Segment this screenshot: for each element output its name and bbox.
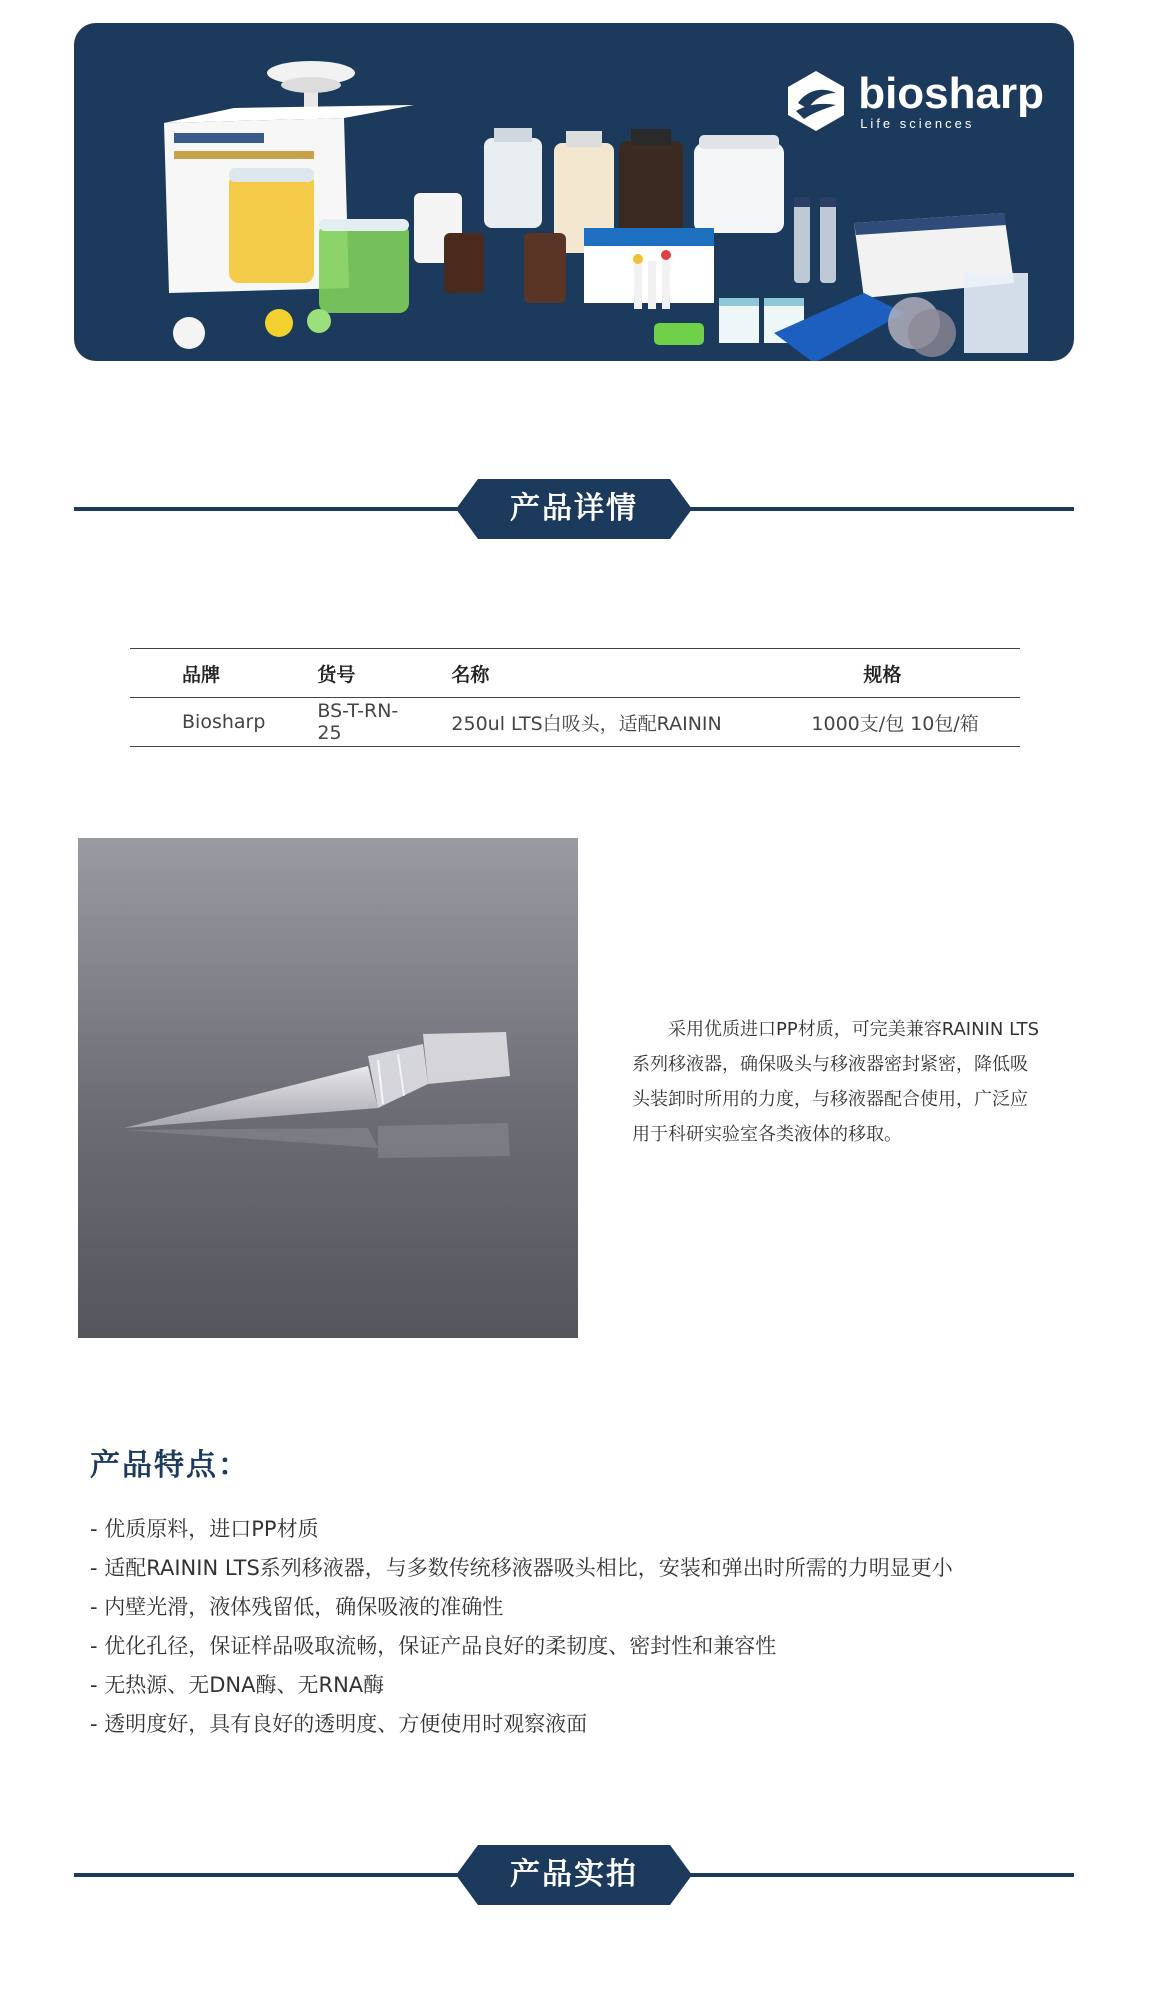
header-name: 名称 (451, 663, 490, 686)
section-header-photos (74, 1845, 1074, 1905)
list-item: - 透明度好，具有良好的透明度、方便使用时观察液面 (90, 1712, 588, 1736)
list-item: - 优质原料，进口PP材质 (90, 1517, 319, 1541)
list-item: - 优化孔径，保证样品吸取流畅，保证产品良好的柔韧度、密封性和兼容性 (90, 1634, 777, 1658)
brand-tagline: Life sciences (860, 115, 975, 131)
table-row (130, 698, 1020, 747)
header-brand: 品牌 (182, 663, 221, 686)
pipette-tip-image (78, 838, 578, 1338)
spec-table (130, 648, 1020, 747)
cell-spec: 1000支/包 10包/箱 (811, 712, 979, 735)
header-item-no: 货号 (317, 663, 356, 686)
features-list (90, 1510, 953, 1744)
list-item: - 无热源、无DNA酶、无RNA酶 (90, 1673, 385, 1697)
list-item: - 内壁光滑，液体残留低，确保吸液的准确性 (90, 1595, 504, 1619)
product-photo (78, 838, 578, 1338)
brand-logo (784, 69, 1044, 133)
labware-image (774, 173, 1034, 361)
list-item: - 适配RAININ LTS系列移液器，与多数传统移液器吸头相比，安装和弹出时所需的力明显更小 (90, 1556, 953, 1580)
brand-banner (74, 23, 1074, 361)
header-spec: 规格 (863, 663, 902, 686)
product-collage-image (114, 23, 834, 361)
section-title: 产品实拍 (510, 1857, 638, 1892)
section-header-details (74, 479, 1074, 539)
cell-brand: Biosharp (182, 711, 266, 733)
description-text: 采用优质进口PP材质，可完美兼容RAININ LTS系列移液器，确保吸头与移液器密封紧密，降低吸头装卸时所用的力度，与移液器配合使用，广泛应用于科研实验室各类液体的移取。 (632, 1019, 1040, 1145)
features-title: 产品特点： (90, 1448, 250, 1483)
section-title: 产品详情 (510, 491, 638, 526)
table-header-row (130, 649, 1020, 698)
cell-item-no: BS-T-RN-25 (317, 700, 399, 744)
cell-name: 250ul LTS白吸头，适配RAININ (451, 712, 722, 735)
product-description (632, 1012, 1040, 1152)
brand-name: biosharp (858, 68, 1044, 118)
biosharp-logo-icon (784, 69, 848, 133)
